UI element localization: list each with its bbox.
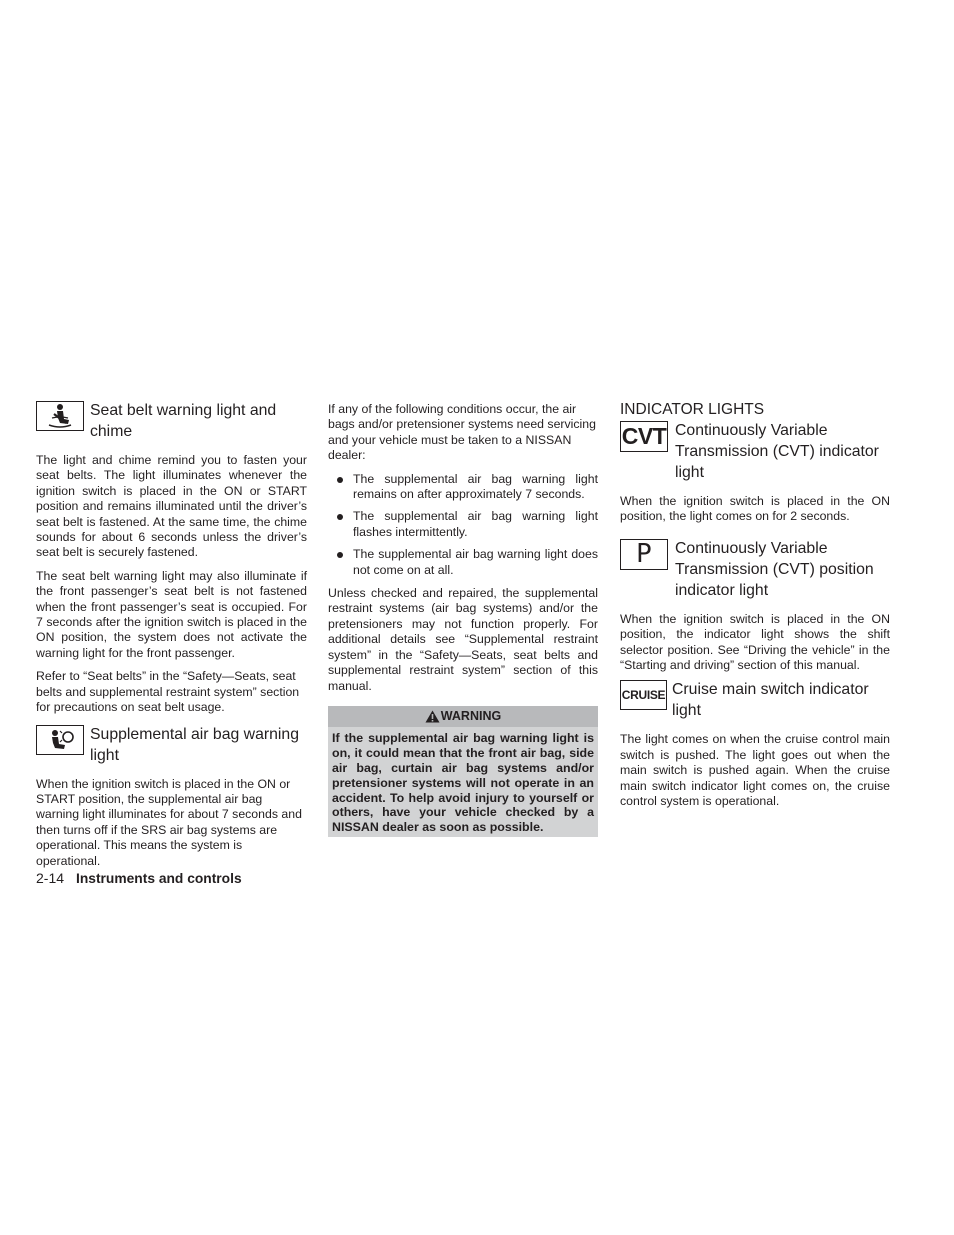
cvt-paragraph: When the ignition switch is placed in the ON position, the light comes on for 2 seconds.: [620, 494, 890, 524]
position-heading: [620, 538, 890, 601]
airbag-title: Supplemental air bag warning light: [90, 725, 300, 764]
seatbelt-title: Seat belt warning light and chime: [90, 402, 277, 440]
seatbelt-paragraph-2: The seat belt warning light may also illuminate if the front passenger’s seat belt is not fastened when the front passenger’s seat is occupied. For 7 seconds after the ignition switch is placed in the ON position, the system does not activate the warning light for the front passenger.: [36, 568, 307, 660]
list-item: [328, 509, 598, 540]
position-title: Continuously Variable Transmission (CVT) position indicator light: [675, 539, 874, 599]
column-right: [620, 400, 890, 809]
position-paragraph: When the ignition switch is placed in the ON position, the indicator light shows the shift selector position. See “Driving the vehicle” in the “Starting and driving” section of this manual.: [620, 611, 890, 673]
page-footer: [36, 870, 242, 886]
list-item-text: The supplemental air bag warning light flashes intermittently.: [353, 509, 598, 539]
cruise-paragraph: The light comes on when the cruise control main switch is pushed. The light goes out when the main switch is pushed again. When the cruise main switch indicator light comes on, the cruise control system is operational.: [620, 732, 890, 809]
airbag-warning-icon: [36, 725, 84, 755]
conditions-intro: If any of the following conditions occur, the air bags and/or pretensioner systems need servicing and your vehicle must be taken to a NISSAN dealer:: [328, 402, 596, 463]
bullet-dot: [337, 477, 343, 483]
seatbelt-warning-icon: [36, 401, 84, 431]
column-left: [36, 400, 307, 869]
seatbelt-heading: [36, 400, 307, 442]
bullet-dot: [337, 514, 343, 520]
cruise-title: Cruise main switch indicator light: [672, 681, 869, 720]
position-icon-text: P: [636, 539, 652, 570]
airbag-heading: [36, 724, 307, 766]
cvt-title: Continuously Variable Transmission (CVT) indicator light: [675, 422, 879, 481]
cvt-icon-text: CVT: [621, 423, 667, 449]
list-item: [328, 472, 598, 503]
airbag-paragraph: When the ignition switch is placed in the ON or START position, the supplemental air bag warning light illuminates for about 7 seconds and then turns off if the SRS air bag systems are operational. This means the system is operational.: [36, 776, 302, 868]
cruise-heading: [620, 679, 890, 721]
position-indicator-icon: [620, 539, 668, 570]
list-item-text: The supplemental air bag warning light does not come on at all.: [353, 547, 598, 577]
cvt-heading: [620, 420, 890, 483]
list-item-text: The supplemental air bag warning light remains on after approximately 7 seconds.: [353, 471, 598, 502]
cruise-icon-text: CRUISE: [621, 688, 666, 703]
section-name: Instruments and controls: [76, 871, 242, 886]
seatbelt-paragraph-3: Refer to “Seat belts” in the “Safety—Seats, seat belts and supplemental restraint system” section for precautions on seat belt usage.: [36, 669, 300, 715]
cruise-indicator-icon: [620, 680, 667, 710]
page-number: 2-14: [36, 870, 65, 886]
warning-title: WARNING: [440, 709, 502, 724]
unless-checked-paragraph: Unless checked and repaired, the supplemental restraint systems (air bag systems) and/or the pretensioners may not function properly. For additional details see “Supplemental restraint system” in the “Safety—Seats, seat belts and supplemental restraint system” section of this manual.: [328, 586, 598, 693]
list-item: [328, 547, 598, 578]
cvt-indicator-icon: [620, 421, 668, 452]
warning-triangle-icon: [425, 710, 440, 723]
warning-header: [328, 706, 598, 727]
indicator-lights-title: INDICATOR LIGHTS: [620, 401, 765, 418]
warning-text: If the supplemental air bag warning light is on, it could mean that the front air bag, side air bag, curtain air bag systems and/or pretensioner systems will not operate in an accident. To help avoid injury to yourself or others, have your vehicle checked by a NISSAN dealer as soon as possible.: [332, 730, 594, 835]
seatbelt-paragraph-1: The light and chime remind you to fasten your seat belts. The light illuminates whenever the ignition switch is placed in the ON or START position and remains illuminated until the driver’s seat belt is fastened. At the same time, the chime sounds for about 6 seconds unless the driver’s seat belt is securely fastened.: [36, 453, 307, 560]
bullet-dot: [337, 552, 343, 558]
conditions-list: [328, 472, 598, 578]
column-middle: [328, 400, 598, 837]
warning-box: [328, 706, 598, 837]
